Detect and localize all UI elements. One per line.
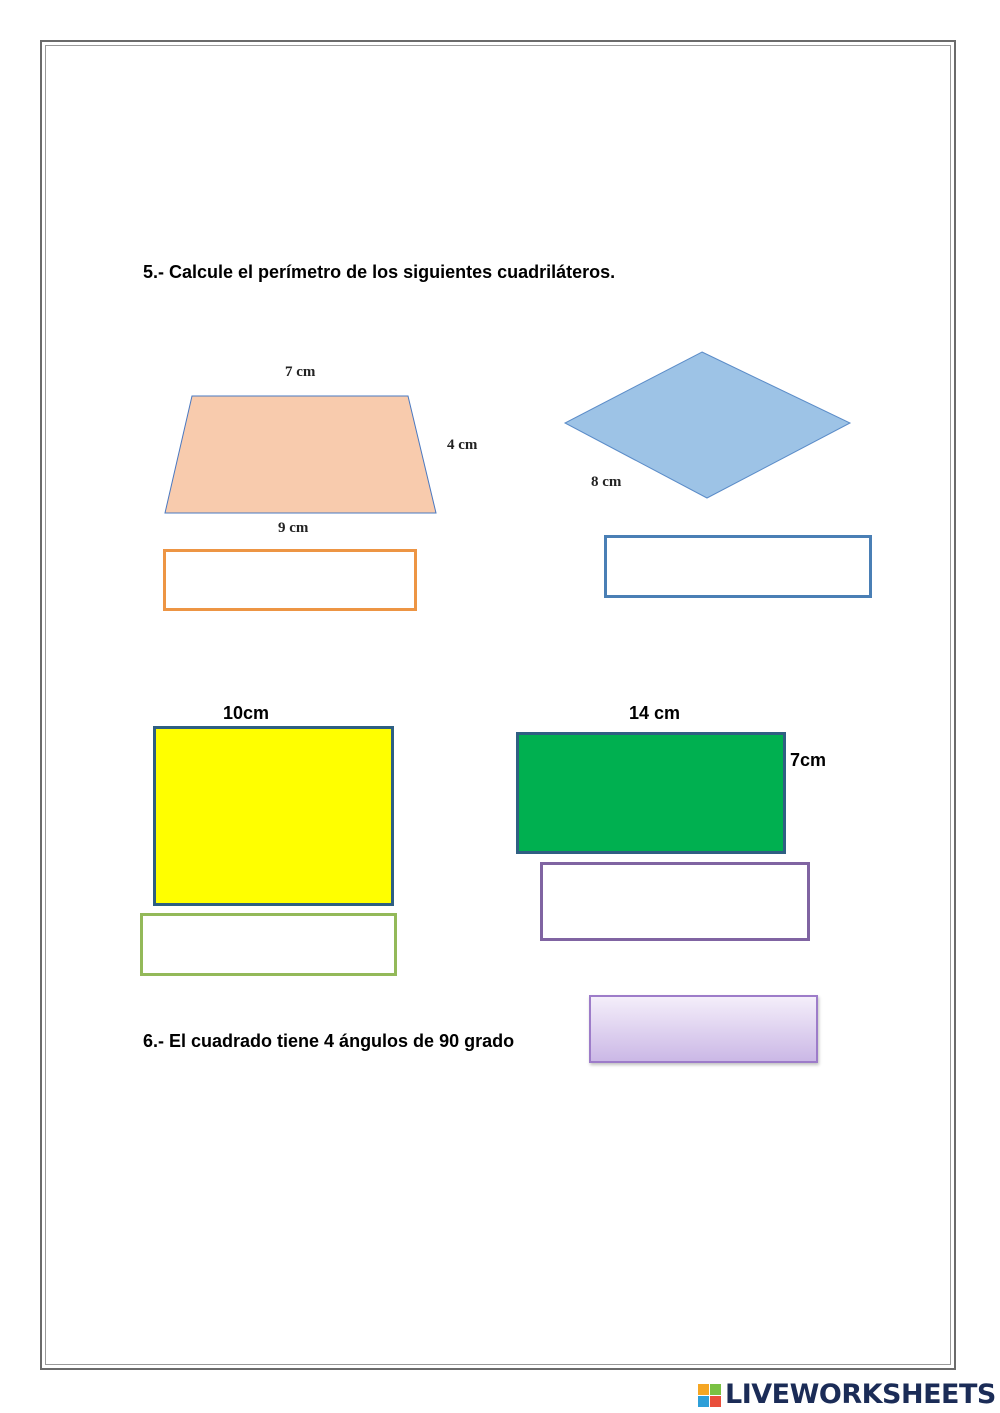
square-shape <box>153 726 394 906</box>
rhombus-side-label: 8 cm <box>591 474 622 490</box>
rectangle-answer-box[interactable] <box>540 862 810 941</box>
liveworksheets-logo <box>698 1378 996 1412</box>
liveworksheets-logo-icon <box>698 1384 721 1407</box>
square-top-label: 10cm <box>223 703 270 723</box>
question-6-statement: 6.- El cuadrado tiene 4 ángulos de 90 grado <box>143 1031 515 1051</box>
liveworksheets-logo-text: LIVEWORKSHEETS <box>725 1379 996 1410</box>
rectangle-top-label: 14 cm <box>629 703 681 723</box>
page-border-inner <box>45 45 951 1365</box>
rectangle-side-label: 7cm <box>790 750 827 770</box>
square-answer-box[interactable] <box>140 913 397 976</box>
question-6-answer-box[interactable] <box>589 995 818 1063</box>
rectangle-shape <box>516 732 786 854</box>
trapezoid-shape <box>160 390 445 520</box>
trapezoid-top-label: 7 cm <box>285 364 316 380</box>
question-5-title: 5.- Calcule el perímetro de los siguientes cuadriláteros. <box>143 262 616 282</box>
trapezoid-side-label: 4 cm <box>447 437 478 453</box>
trapezoid-bottom-label: 9 cm <box>278 520 309 536</box>
rhombus-answer-box[interactable] <box>604 535 872 598</box>
trapezoid-answer-box[interactable] <box>163 549 417 611</box>
